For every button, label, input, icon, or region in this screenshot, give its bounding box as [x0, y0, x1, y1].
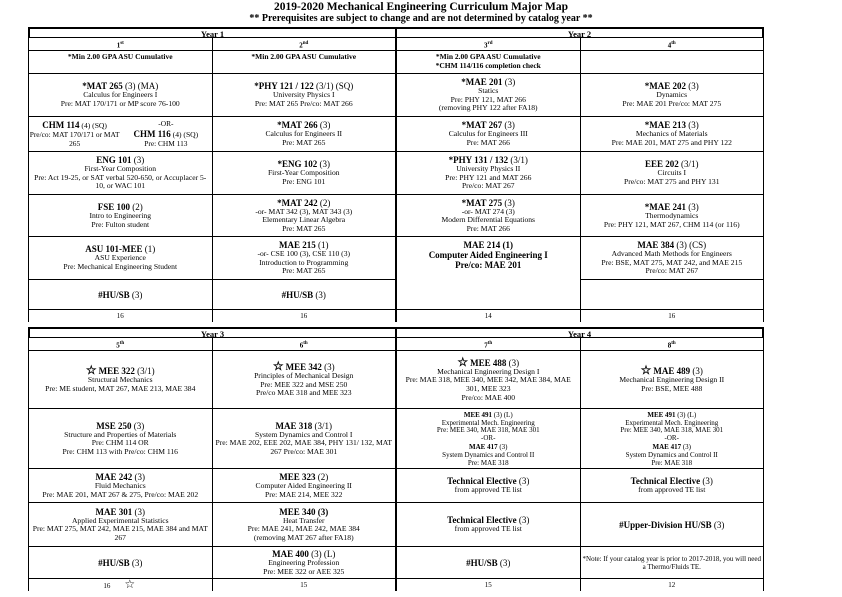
- year2-semester-row: [396, 38, 764, 50]
- course-cell: MAE 242 (3) Fluid Mechanics Pre: MAE 201, MAT 267 & 275, Pre/co: MAE 202: [29, 468, 212, 502]
- course-cell: ASU 101-MEE (1) ASU Experience Pre: Mechanical Engineering Student: [29, 236, 212, 279]
- empty-cell: [581, 50, 764, 73]
- semester-1-column: [29, 50, 213, 322]
- course-cell: ENG 101 (3) First-Year Composition Pre: Act 19-25, or SAT verbal 520-650, or Accuplacer 5-10, or WAC 101: [29, 151, 212, 194]
- semester-5-column: [29, 350, 213, 591]
- curriculum-map: [28, 27, 764, 597]
- course-cell: *ENG 102 (3) First-Year Composition Pre: ENG 101: [213, 151, 396, 194]
- course-cell: #HU/SB (3): [397, 546, 580, 578]
- semester-4-column: [581, 50, 764, 322]
- course-cell: #HU/SB (3): [29, 279, 212, 309]
- star-icon: ☆: [124, 577, 136, 591]
- year4-header: Year 4: [396, 327, 764, 338]
- year4-semester-row: [396, 338, 764, 350]
- year1-header: Year 1: [28, 27, 396, 38]
- semester-8-column: [581, 350, 764, 591]
- course-cell: EEE 202 (3/1) Circuits I Pre/co: MAT 275 and PHY 131: [581, 151, 764, 194]
- course-cell: MSE 250 (3) Structure and Properties of Materials Pre: CHM 114 OR Pre: CHM 113 with Pre/co: CHM 116: [29, 408, 212, 468]
- course-cell: ☆ MAE 489 (3) Mechanical Engineering Design II Pre: BSE, MEE 488: [581, 350, 764, 408]
- credit-total: 15: [397, 578, 580, 591]
- course-cell: MAE 318 (3/1) System Dynamics and Control I Pre: MAE 202, EEE 202, MAE 384, PHY 131/ 132, MAT 267 Pre/co: MAE 301: [213, 408, 396, 468]
- course-cell: *MAT 266 (3) Calculus for Engineers II Pre: MAT 265: [213, 116, 396, 151]
- empty-cell: [581, 279, 764, 309]
- course-cell: ☆ MEE 342 (3) Principles of Mechanical Design Pre: MEE 322 and MSE 250 Pre/co MAE 318 and MEE 323: [213, 350, 396, 408]
- course-cell: Technical Elective (3) from approved TE list: [581, 468, 764, 502]
- star-icon: ☆: [272, 359, 284, 374]
- course-cell: CHM 114 (4) (SQ) Pre/co: MAT 170/171 or MAT 265 -OR- CHM 116 (4) (SQ) Pre: CHM 113: [29, 116, 212, 151]
- course-cell: ☆ MEE 322 (3/1) Structural Mechanics Pre: ME student, MAT 267, MAE 213, MAE 384: [29, 350, 212, 408]
- course-cell: Technical Elective (3) from approved TE list: [397, 502, 580, 546]
- star-icon: ☆: [457, 354, 469, 369]
- semester-3-column: [397, 50, 581, 322]
- course-cell: MEE 491 (3) (L) Experimental Mech. Engineering Pre: MEE 340, MAE 318, MAE 301 -OR- MAE 417 (3) System Dynamics and Control II Pre: MAE 318: [581, 408, 764, 468]
- course-cell: MAE 214 (1) Computer Aided Engineering I Pre/co: MAE 201: [397, 236, 580, 309]
- course-cell: FSE 100 (2) Intro to Engineering Pre: Fulton student: [29, 194, 212, 236]
- semester-7-label: 7th: [397, 338, 581, 350]
- semester-7-column: [397, 350, 581, 591]
- course-cell: *MAE 201 (3) Statics Pre: PHY 121, MAT 266 (removing PHY 122 after FA18): [397, 73, 580, 116]
- gpa-requirement: *Min 2.00 GPA ASU Cumulative: [29, 50, 212, 73]
- year4-block: [396, 327, 764, 591]
- semester-5-label: 5th: [29, 338, 213, 350]
- course-cell: *MAE 213 (3) Mechanics of Materials Pre: MAE 201, MAT 275 and PHY 122: [581, 116, 764, 151]
- course-cell: Technical Elective (3) from approved TE list: [397, 468, 580, 502]
- gpa-requirement: *Min 2.00 GPA ASU Cumulative *CHM 114/116 completion check: [397, 50, 580, 73]
- page-title: 2019-2020 Mechanical Engineering Curriculum Major Map: [274, 1, 568, 13]
- semester-3-label: 3rd: [397, 38, 581, 50]
- year3-header: Year 3: [28, 327, 396, 338]
- course-cell: *MAE 241 (3) Thermodynamics Pre: PHY 121, MAT 267, CHM 114 (or 116): [581, 194, 764, 236]
- course-cell: MEE 340 (3) Heat Transfer Pre: MAE 241, MAE 242, MAE 384 (removing MAT 267 after FA18): [213, 502, 396, 546]
- credit-total: 16 ☆: [29, 578, 212, 591]
- catalog-note: *Note: If your catalog year is prior to 2017-2018, you will need a Thermo/Fluids TE.: [581, 546, 764, 578]
- semester-8-label: 8th: [667, 341, 676, 350]
- course-cell: MAE 384 (3) (CS) Advanced Math Methods for Engineers Pre: BSE, MAT 275, MAT 242, and MAE 215 Pre/co: MAT 267: [581, 236, 764, 279]
- course-cell: ☆ MEE 488 (3) Mechanical Engineering Design I Pre: MAE 318, MEE 340, MEE 342, MAE 384, MAE 301, MEE 323 Pre/co: MAE 400: [397, 350, 580, 408]
- year3-semester-row: [28, 338, 396, 350]
- page-subtitle: ** Prerequisites are subject to change and are not determined by catalog year **: [249, 13, 593, 24]
- course-cell: MAE 301 (3) Applied Experimental Statistics Pre: MAT 275, MAT 242, MAE 215, MAE 384 and MAT 267: [29, 502, 212, 546]
- course-cell: *MAT 267 (3) Calculus for Engineers III Pre: MAT 266: [397, 116, 580, 151]
- credit-total: 12: [581, 578, 764, 591]
- semester-1-label: 1st: [29, 38, 213, 50]
- year1-block: [28, 27, 396, 322]
- semester-6-column: [213, 350, 396, 591]
- course-cell: *MAT 242 (2) -or- MAT 342 (3), MAT 343 (3) Elementary Linear Algebra Pre: MAT 265: [213, 194, 396, 236]
- credit-total: 15: [213, 578, 396, 591]
- course-cell: *MAT 265 (3) (MA) Calculus for Engineers I Pre: MAT 170/171 or MP score 76-100: [29, 73, 212, 116]
- course-cell: *MAT 275 (3) -or- MAT 274 (3) Modern Differential Equations Pre: MAT 266: [397, 194, 580, 236]
- semester-2-label: 2nd: [299, 41, 309, 50]
- course-cell: *PHY 121 / 122 (3/1) (SQ) University Physics I Pre: MAT 265 Pre/co: MAT 266: [213, 73, 396, 116]
- course-cell: *MAE 202 (3) Dynamics Pre: MAE 201 Pre/co: MAT 275: [581, 73, 764, 116]
- course-cell: MEE 491 (3) (L) Experimental Mech. Engineering Pre: MEE 340, MAE 318, MAE 301 -OR- MAE 417 (3) System Dynamics and Control II Pre: MAE 318: [397, 408, 580, 468]
- gpa-requirement: *Min 2.00 GPA ASU Cumulative: [213, 50, 396, 73]
- year2-header: Year 2: [396, 27, 764, 38]
- semester-2-column: [213, 50, 396, 322]
- course-cell: *PHY 131 / 132 (3/1) University Physics II Pre: PHY 121 and MAT 266 Pre/co: MAT 267: [397, 151, 580, 194]
- course-cell: #Upper-Division HU/SB (3): [581, 502, 764, 546]
- year3-block: [28, 327, 396, 591]
- course-cell: MAE 400 (3) (L) Engineering Profession Pre: MEE 322 or AEE 325: [213, 546, 396, 578]
- course-cell: #HU/SB (3): [213, 279, 396, 309]
- semester-4-label: 4th: [667, 41, 676, 50]
- semester-6-label: 6th: [299, 341, 308, 350]
- credit-total: 16: [581, 309, 764, 322]
- year2-block: [396, 27, 764, 322]
- course-cell: MEE 323 (2) Computer Aided Engineering II Pre: MAE 214, MEE 322: [213, 468, 396, 502]
- credit-total: 14: [397, 309, 580, 322]
- year1-semester-row: [28, 38, 396, 50]
- star-icon: ☆: [85, 363, 97, 378]
- credit-total: 16: [29, 309, 212, 322]
- star-icon: ☆: [640, 363, 652, 378]
- course-cell: MAE 215 (1) -or- CSE 100 (3), CSE 110 (3) Introduction to Programming Pre: MAT 265: [213, 236, 396, 279]
- course-cell: #HU/SB (3): [29, 546, 212, 578]
- credit-total: 16: [213, 309, 396, 322]
